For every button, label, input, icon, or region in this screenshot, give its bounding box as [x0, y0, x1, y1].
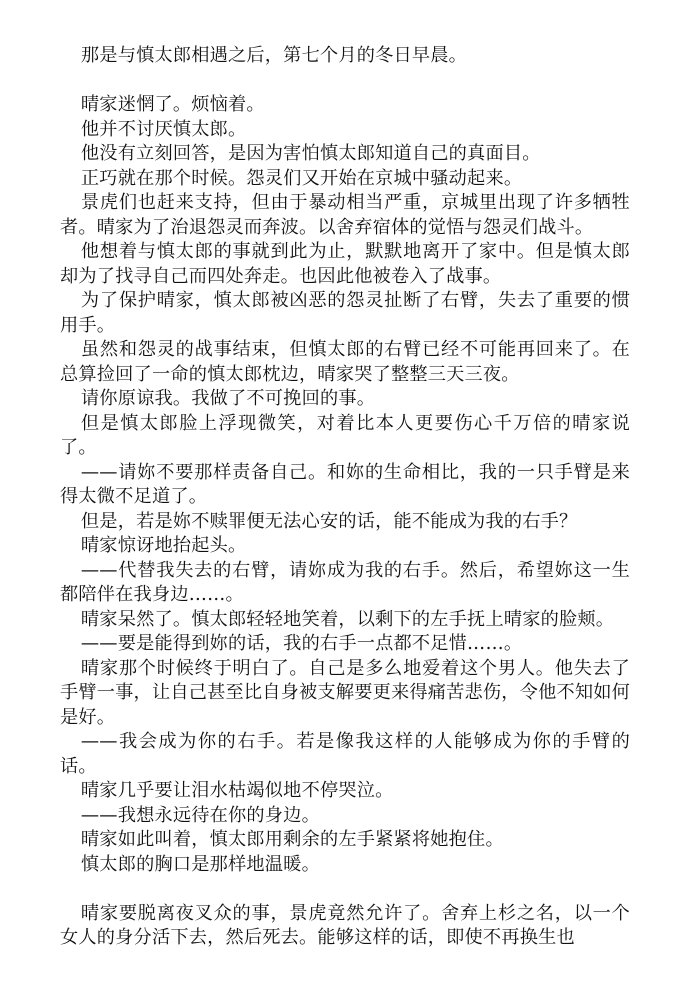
paragraph: 慎太郎的胸口是那样地温暖。 [80, 853, 320, 875]
document-text-body [60, 44, 630, 951]
paragraph: ——我想永远待在你的身边。 [80, 804, 320, 826]
paragraph: ——要是能得到妳的话，我的右手一点都不足惜……。 [80, 633, 523, 654]
paragraph: 为了保护晴家，慎太郎被凶恶的怨灵扯断了右臂，失去了重要的惯用手。 [60, 290, 630, 336]
paragraph: 正巧就在那个时候。怨灵们又开始在京城中骚动起来。 [80, 167, 523, 189]
paragraph: ——我会成为你的右手。若是像我这样的人能够成为你的手臂的话。 [60, 731, 630, 777]
paragraph: ——请妳不要那样责备自己。和妳的生命相比，我的一只手臂是来得太微不足道了。 [60, 461, 630, 507]
paragraph: 晴家迷惘了。烦恼着。 [80, 94, 265, 115]
paragraph: 虽然和怨灵的战事结束，但慎太郎的右臂已经不可能再回来了。在总算捡回了一命的慎太郎枕边，晴家哭了整整三天三夜。 [60, 339, 630, 385]
paragraph-gap [60, 69, 630, 94]
paragraph: 请你原谅我。我做了不可挽回的事。 [80, 388, 376, 409]
paragraph: 他没有立刻回答，是因为害怕慎太郎知道自己的真面目。 [80, 143, 541, 164]
paragraph: 他想着与慎太郎的事就到此为止，默默地离开了家中。但是慎太郎却为了找寻自己而四处奔走。也因此他被卷入了战事。 [60, 241, 630, 287]
paragraph: 晴家如此叫着，慎太郎用剩余的左手紧紧将她抱住。 [80, 829, 504, 850]
paragraph: 晴家惊讶地抬起头。 [80, 535, 247, 556]
paragraph: 景虎们也赶来支持，但由于暴动相当严重，京城里出现了许多牺牲者。晴家为了治退怨灵而奔波。以舍弃宿体的觉悟与怨灵们战斗。 [60, 192, 630, 238]
paragraph-gap [60, 877, 630, 902]
paragraph: 那是与慎太郎相遇之后，第七个月的冬日早晨。 [80, 45, 468, 66]
paragraph: 晴家呆然了。慎太郎轻轻地笑着，以剩下的左手抚上晴家的脸颊。 [80, 608, 615, 630]
paragraph: ——代替我失去的右臂，请妳成为我的右手。然后，希望妳这一生都陪伴在我身边……。 [60, 559, 630, 605]
paragraph: 但是慎太郎脸上浮现微笑，对着比本人更要伤心千万倍的晴家说了。 [60, 412, 630, 458]
paragraph: 晴家要脱离夜叉众的事，景虎竟然允许了。舍弃上杉之名，以一个女人的身分活下去，然后死去。能够这样的话，即使不再换生也 [60, 902, 630, 948]
paragraph: 他并不讨厌慎太郎。 [80, 118, 247, 140]
paragraph: 晴家几乎要让泪水枯竭似地不停哭泣。 [80, 780, 394, 801]
paragraph: 晴家那个时候终于明白了。自己是多么地爱着这个男人。他失去了手臂一事，让自己甚至比自身被支解要更来得痛苦悲伤，令他不知如何是好。 [60, 657, 631, 728]
paragraph: 但是，若是妳不赎罪便无法心安的话，能不能成为我的右手？ [80, 510, 578, 532]
